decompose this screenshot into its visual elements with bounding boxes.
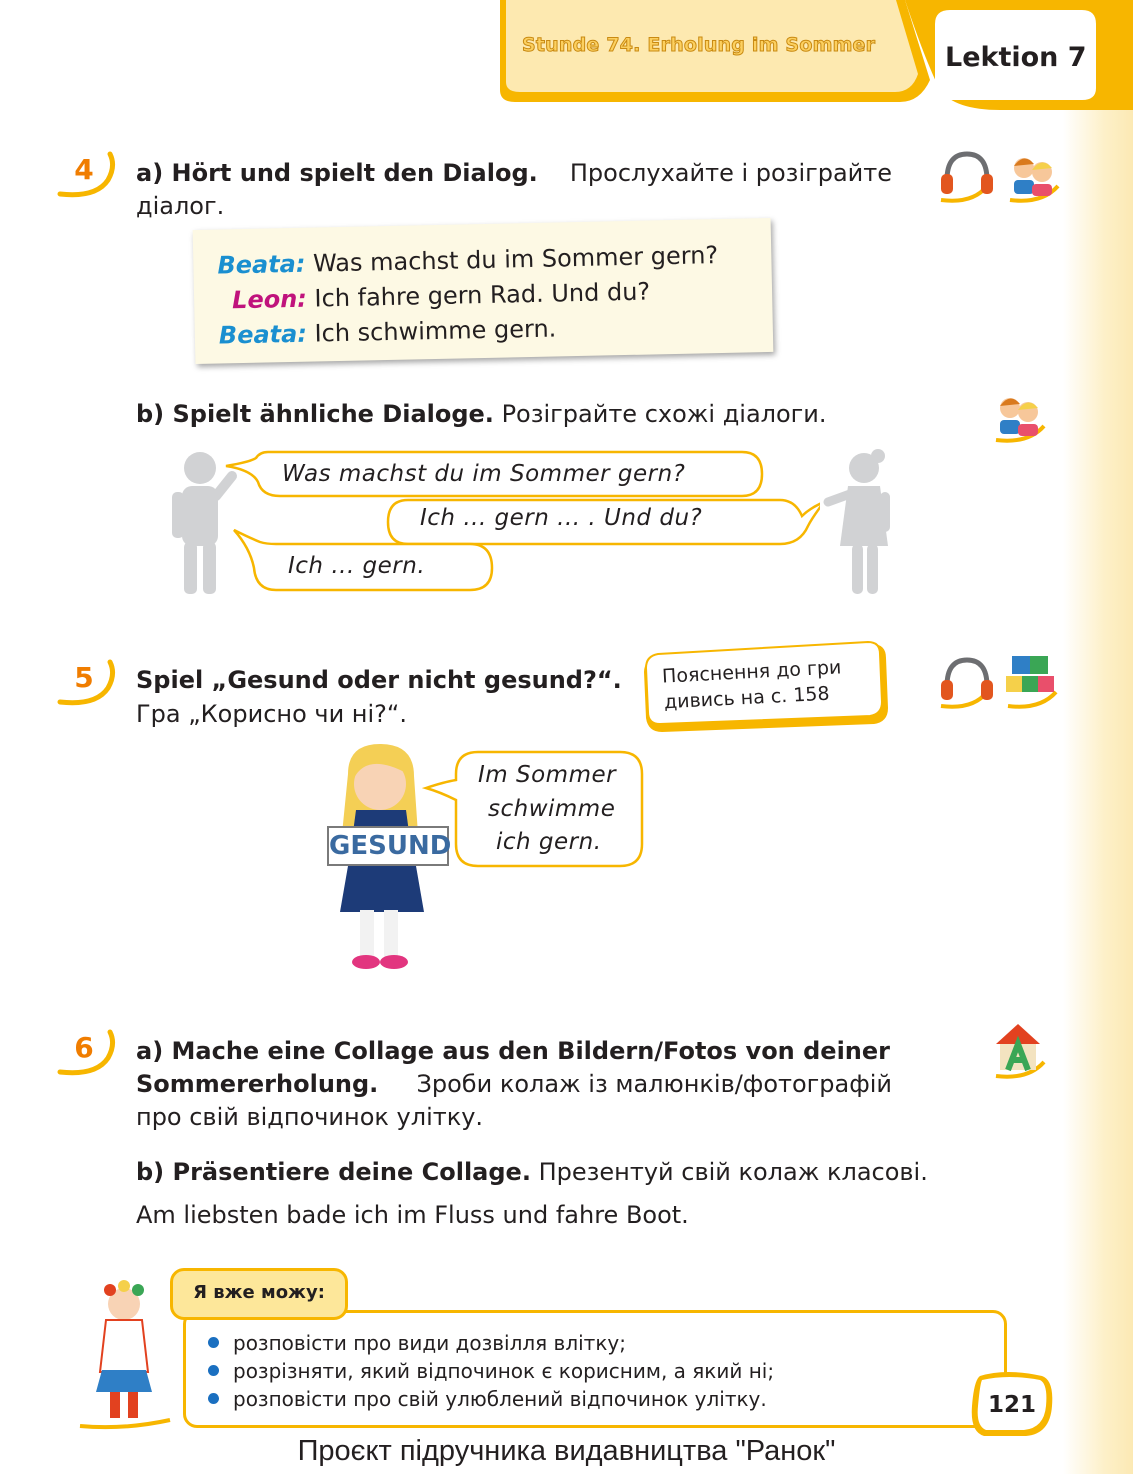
speaker-name: Beata: bbox=[217, 249, 306, 280]
headphones-icon bbox=[935, 146, 987, 198]
dialog-line bbox=[232, 278, 651, 315]
girl-in-costume-illustration bbox=[74, 1280, 174, 1430]
speaker-name: Leon: bbox=[231, 284, 308, 315]
task-4a-ua-line2: діалог. bbox=[136, 192, 225, 220]
can-do-item bbox=[208, 1359, 774, 1383]
lesson-topic: Stunde 74. Erholung im Sommer bbox=[522, 34, 876, 56]
speaker-name: Beata: bbox=[218, 319, 308, 350]
page-number: 121 bbox=[987, 1392, 1036, 1418]
task-4b-de: b) Spielt ähnliche Dialoge. bbox=[136, 400, 494, 428]
pair-work-icon bbox=[1004, 146, 1056, 198]
pair-work-icon bbox=[990, 386, 1042, 438]
dialog-line bbox=[217, 241, 718, 279]
hint-line: дивись на с. 158 bbox=[663, 682, 831, 714]
dialog-text: Ich fahre gern Rad. Und du? bbox=[314, 277, 651, 313]
speech-bubble-text: Im Sommer bbox=[478, 762, 617, 788]
page-side-band bbox=[1063, 0, 1133, 1474]
task-number-5: 5 bbox=[74, 661, 94, 694]
task-6a-line2 bbox=[136, 1068, 892, 1101]
can-do-text: розрізняти, який відпочинок є корисним, а який ні; bbox=[233, 1359, 775, 1383]
dialog-line bbox=[219, 314, 557, 349]
can-do-label: Я вже можу: bbox=[170, 1268, 348, 1320]
home-task-icon bbox=[990, 1020, 1042, 1072]
bullet-dot bbox=[208, 1365, 219, 1376]
speech-bubble-text: schwimme bbox=[488, 796, 616, 822]
bullet-dot bbox=[208, 1393, 219, 1404]
task-5-de: Spiel „Gesund oder nicht gesund?“. bbox=[136, 666, 622, 694]
task-6b-instruction bbox=[136, 1156, 928, 1189]
lesson-number: Lektion 7 bbox=[945, 42, 1087, 73]
task-6b-ua: Презентуй свій колаж класові. bbox=[538, 1158, 928, 1186]
can-do-box bbox=[183, 1310, 1007, 1428]
task-4a-instruction bbox=[136, 157, 896, 190]
dialog-text: Ich schwimme gern. bbox=[314, 314, 557, 348]
task-6-example: Am liebsten bade ich im Fluss und fahre Boot. bbox=[136, 1201, 689, 1229]
task-6a-line1 bbox=[136, 1035, 890, 1068]
task-4b-ua: Розіграйте схожі діалоги. bbox=[501, 400, 827, 428]
speech-bubble-text: Ich ... gern. bbox=[288, 553, 426, 579]
task-4b-instruction bbox=[136, 398, 827, 431]
task-number-6: 6 bbox=[74, 1031, 94, 1064]
task-6a-ua: Зроби колаж із малюнків/фотографій bbox=[416, 1070, 892, 1098]
task-6a-de-2: Sommererholung. bbox=[136, 1070, 379, 1098]
publisher-footer: Проєкт підручника видавництва "Ранок" bbox=[297, 1435, 836, 1467]
task-5-title bbox=[136, 664, 622, 697]
speech-bubble-text: Ich ... gern ... . Und du? bbox=[420, 505, 703, 531]
task-4a-de: a) Hört und spielt den Dialog. bbox=[136, 159, 538, 187]
can-do-text: розповісти про види дозвілля влітку; bbox=[233, 1331, 626, 1355]
task-5-ua: Гра „Корисно чи ні?“. bbox=[136, 700, 407, 728]
task-6a-line3: про свій відпочинок улітку. bbox=[136, 1103, 484, 1131]
can-do-item bbox=[208, 1331, 626, 1355]
gesund-sign: GESUND bbox=[327, 826, 449, 866]
task-6b-de: b) Präsentiere deine Collage. bbox=[136, 1158, 531, 1186]
dialog-note bbox=[193, 218, 774, 364]
can-do-text: розповісти про свій улюблений відпочинок улітку. bbox=[233, 1387, 767, 1411]
girl-silhouette bbox=[822, 446, 902, 596]
hint-line: Пояснення до гри bbox=[661, 656, 842, 688]
speech-bubble-text: Was machst du im Sommer gern? bbox=[282, 461, 686, 487]
dialog-text: Was machst du im Sommer gern? bbox=[312, 241, 719, 278]
headphones-icon bbox=[935, 652, 987, 704]
task-number-4: 4 bbox=[74, 153, 94, 186]
game-blocks-icon bbox=[1002, 652, 1054, 704]
task-4a-ua: Прослухайте і розіграйте bbox=[569, 159, 892, 187]
can-do-item bbox=[208, 1387, 767, 1411]
task-6a-de: a) Mache eine Collage aus den Bildern/Fotos von deiner bbox=[136, 1037, 891, 1065]
speech-bubble-text: ich gern. bbox=[496, 829, 602, 855]
bullet-dot bbox=[208, 1337, 219, 1348]
